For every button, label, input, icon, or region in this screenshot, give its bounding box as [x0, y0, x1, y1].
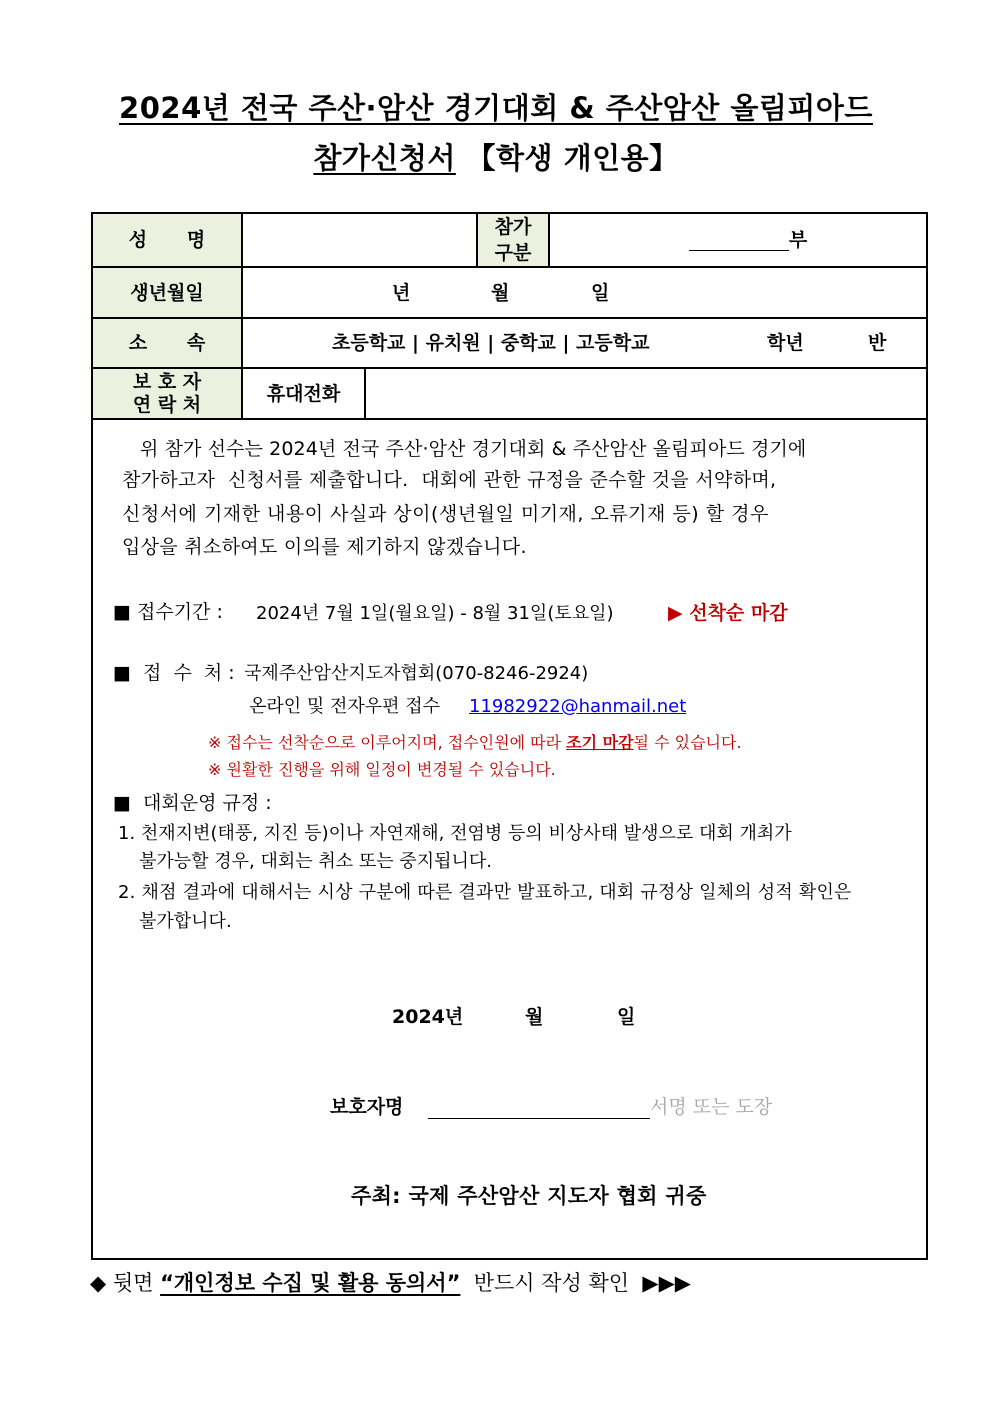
- footer-text-c: 반드시 작성 확인 ▶▶▶: [460, 1271, 691, 1295]
- class-unit: 반: [868, 332, 887, 354]
- notice-line-2: ※ 원활한 진행을 위해 일정이 변경될 수 있습니다.: [208, 760, 556, 779]
- birth-label: 생년월일: [130, 281, 204, 304]
- guardian-label-cell: [93, 369, 241, 418]
- sign-date-day: 일: [617, 1006, 636, 1028]
- title-line-2-tag: 【학생 개인용】: [466, 141, 679, 175]
- grade-unit: 학년: [767, 332, 804, 354]
- host-organization: 주최: 국제 주산암산 지도자 협회 귀중: [351, 1184, 707, 1208]
- birth-month-unit: 월: [491, 282, 510, 304]
- affiliation-label: 소 속: [128, 332, 206, 354]
- place-label: ■ 접 수 처 :: [113, 662, 235, 684]
- footer-text-a: 뒷면: [112, 1271, 161, 1295]
- title-line-2-main: 참가신청서: [313, 141, 456, 175]
- notice-line-1: [208, 731, 742, 755]
- rule-2-line-2: 불가합니다.: [139, 911, 232, 932]
- email-link[interactable]: 11982922@hanmail.net: [469, 696, 687, 717]
- category-suffix: 부: [788, 229, 808, 251]
- guardian-label-1: 보 호 자: [132, 370, 202, 393]
- sign-hint: 서명 또는 도장: [650, 1096, 773, 1118]
- category-label-2: 구분: [494, 242, 532, 264]
- guardian-sign-line[interactable]: [428, 1118, 650, 1119]
- rules-label: ■ 대회운영 규정 :: [113, 792, 272, 814]
- pledge-line-3: 신청서에 기재한 내용이 사실과 상이(생년월일 미기재, 오류기재 등) 할 경우: [122, 503, 769, 525]
- pledge-line-1: 위 참가 선수는 2024년 전국 주산·암산 경기대회 & 주산암산 올림피아드 경기에: [140, 438, 807, 460]
- school-type-options[interactable]: 초등학교 | 유치원 | 중학교 | 고등학교: [332, 332, 650, 354]
- name-label-cell: [93, 214, 241, 266]
- notice-1-tail: 될 수 있습니다.: [633, 733, 742, 752]
- back-page-reminder: [90, 1271, 691, 1295]
- notice-1-emphasis: 조기 마감: [566, 733, 634, 752]
- name-field[interactable]: [243, 214, 476, 266]
- affiliation-label-cell: [93, 319, 241, 367]
- place-value: 국제주산암산지도자협회(070-8246-2924): [244, 663, 589, 684]
- period-note: ▶ 선착순 마감: [668, 602, 788, 624]
- period-label: ■ 접수기간 :: [113, 601, 223, 623]
- pledge-line-4: 입상을 취소하여도 이의를 제기하지 않겠습니다.: [122, 536, 527, 558]
- guardian-label-2: 연 락 처: [132, 393, 202, 416]
- category-label-cell: [478, 214, 548, 266]
- phone-label-cell: [243, 369, 364, 418]
- page-subtitle: [0, 138, 992, 178]
- birth-day-unit: 일: [591, 282, 610, 304]
- birth-year-unit: 년: [392, 282, 411, 304]
- rule-2-line-1: 2. 채점 결과에 대해서는 시상 구분에 따른 결과만 발표하고, 대회 규정상 일체의 성적 확인은: [118, 882, 852, 903]
- guardian-sign-label: 보호자명: [330, 1096, 404, 1118]
- page-title: [0, 88, 992, 128]
- category-label-1: 참가: [494, 216, 532, 238]
- birth-label-cell: [93, 268, 241, 317]
- sign-date-month: 월: [525, 1006, 544, 1028]
- privacy-consent-title: “개인정보 수집 및 활용 동의서”: [160, 1271, 461, 1295]
- phone-label: 휴대전화: [266, 382, 341, 405]
- category-field[interactable]: [550, 214, 926, 266]
- pledge-line-2: 참가하고자 신청서를 제출합니다. 대회에 관한 규정을 준수할 것을 서약하며,: [122, 469, 777, 491]
- notice-1-text: ※ 접수는 선착순으로 이루어지며, 접수인원에 따라: [208, 733, 567, 752]
- sign-date-year: 2024년: [392, 1006, 464, 1028]
- period-value: 2024년 7월 1일(월요일) - 8월 31일(토요일): [256, 603, 614, 624]
- phone-field[interactable]: [366, 369, 926, 418]
- rule-1-line-1: 1. 천재지변(태풍, 지진 등)이나 자연재해, 전염병 등의 비상사태 발생으로 대회 개최가: [118, 823, 792, 844]
- birth-field[interactable]: [243, 268, 926, 317]
- title-line-1: 2024년 전국 주산·암산 경기대회 & 주산암산 올림피아드: [119, 91, 873, 125]
- diamond-icon: ◆: [90, 1271, 107, 1295]
- category-blank: [689, 230, 789, 251]
- online-text: 온라인 및 전자우편 접수: [249, 696, 441, 717]
- name-label: 성 명: [128, 229, 206, 251]
- rule-1-line-2: 불가능할 경우, 대회는 취소 또는 중지됩니다.: [139, 851, 493, 872]
